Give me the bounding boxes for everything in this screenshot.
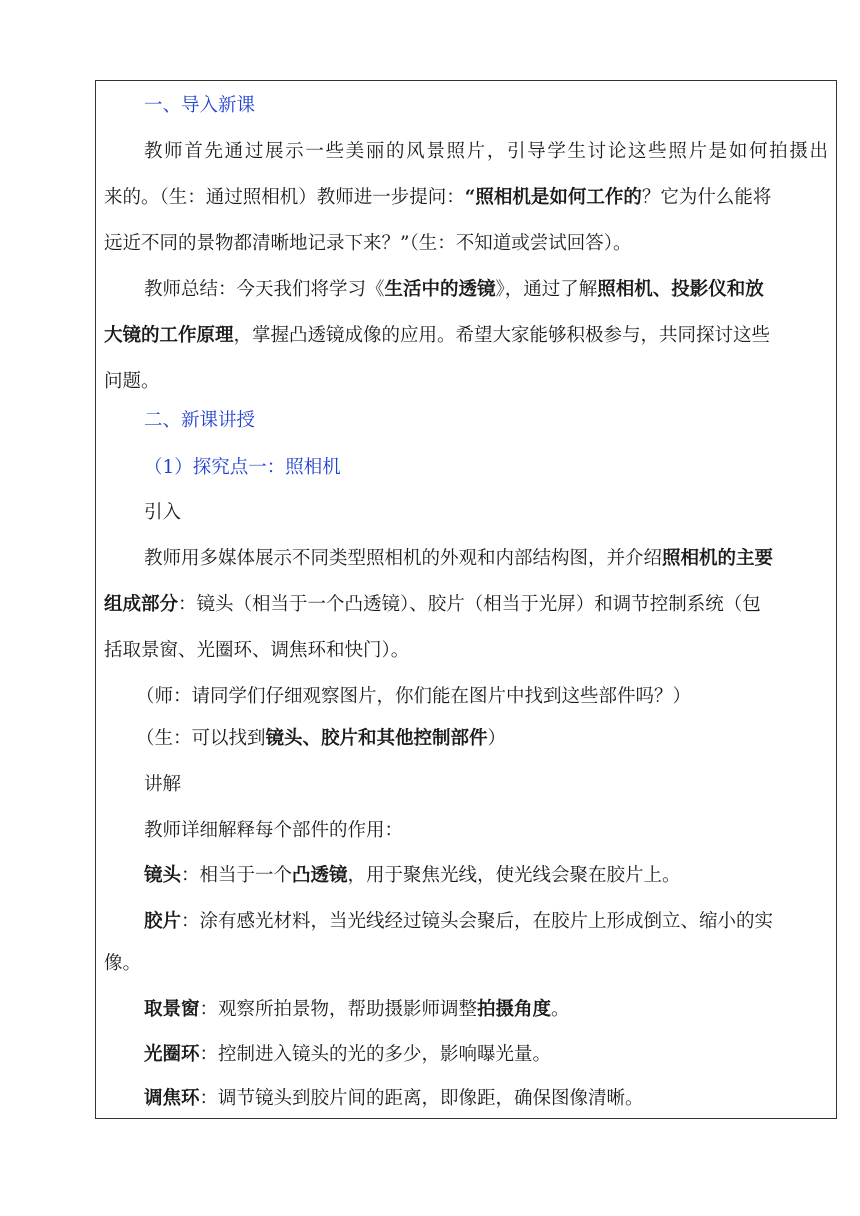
paragraph-2-line-3: 问题。 — [104, 371, 160, 392]
explain-intro: 教师详细解释每个部件的作用： — [144, 820, 404, 841]
paragraph-1-line-2: 来的。（生：通过照相机）教师进一步提问：“照相机是如何工作的？它为什么能将 — [104, 187, 772, 208]
film-item-line-1: 胶片：涂有感光材料，当光线经过镜头会聚后，在胶片上形成倒立、缩小的实 — [144, 911, 774, 932]
paragraph-3-line-3: 括取景窗、光圈环、调焦环和快门）。 — [104, 640, 410, 661]
intro-heading: 一、导入新课 — [144, 95, 256, 116]
aperture-item: 光圈环：控制进入镜头的光的多少，影响曝光量。 — [144, 1044, 552, 1065]
viewfinder-item: 取景窗：观察所拍景物，帮助摄影师调整拍摄角度。 — [144, 999, 570, 1020]
paragraph-2-line-1: 教师总结：今天我们将学习《生活中的透镜》，通过了解照相机、投影仪和放 — [144, 279, 764, 300]
lens-item: 镜头：相当于一个凸透镜，用于聚焦光线，使光线会聚在胶片上。 — [144, 865, 681, 886]
paragraph-3-line-2: 组成部分：镜头（相当于一个凸透镜）、胶片（相当于光屏）和调节控制系统（包 — [104, 594, 761, 615]
teacher-question: （师：请同学们仔细观察图片，你们能在图片中找到这些部件吗？） — [136, 686, 692, 707]
focus-ring-item: 调焦环：调节镜头到胶片间的距离，即像距，确保图像清晰。 — [144, 1088, 644, 1109]
content-table-cell — [95, 80, 837, 1119]
film-item-line-2: 像。 — [104, 953, 142, 974]
new-lesson-heading: 二、新课讲授 — [144, 410, 256, 431]
paragraph-1-line-1: 教师首先通过展示一些美丽的风景照片，引导学生讨论这些照片是如何拍摄出 — [144, 141, 828, 162]
student-answer: （生：可以找到镜头、胶片和其他控制部件） — [136, 728, 507, 749]
explain-label: 讲解 — [144, 774, 182, 795]
paragraph-2-line-2: 大镜的工作原理，掌握凸透镜成像的应用。希望大家能够积极参与，共同探讨这些 — [104, 325, 771, 346]
explore-heading: （1）探究点一：照相机 — [144, 457, 341, 478]
paragraph-1-line-3: 远近不同的景物都清晰地记录下来？”（生：不知道或尝试回答）。 — [104, 233, 632, 254]
paragraph-3-line-1: 教师用多媒体展示不同类型照相机的外观和内部结构图，并介绍照相机的主要 — [144, 548, 774, 569]
intro-label: 引入 — [144, 502, 182, 523]
